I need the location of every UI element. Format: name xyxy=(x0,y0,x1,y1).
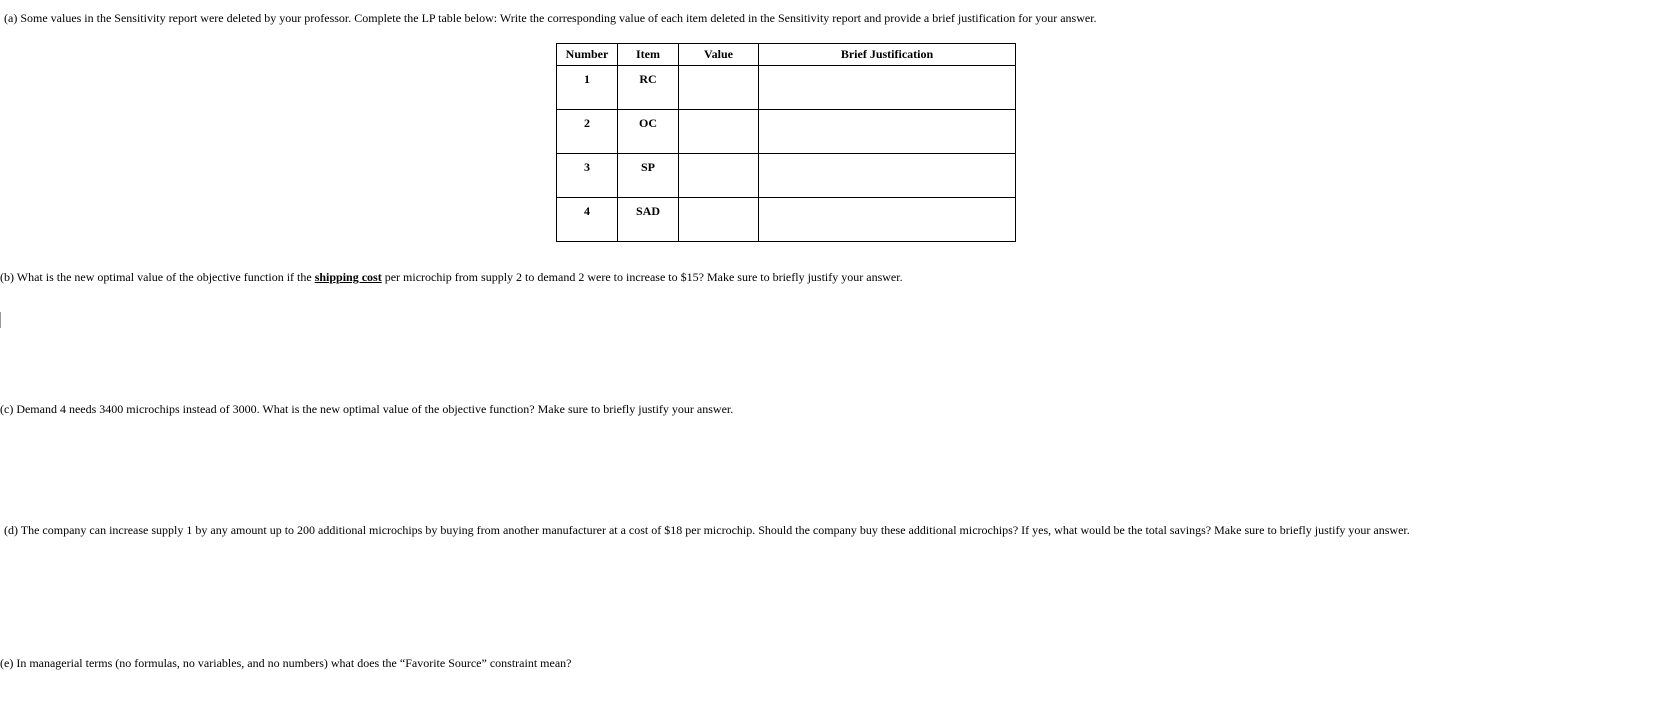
row-value-cell[interactable] xyxy=(679,154,759,198)
row-value-cell[interactable] xyxy=(679,110,759,154)
header-item: Item xyxy=(618,44,679,66)
table-row xyxy=(557,110,1016,154)
row-item: RC xyxy=(618,66,679,110)
header-value: Value xyxy=(679,44,759,66)
row-value-cell[interactable] xyxy=(679,198,759,242)
text-cursor xyxy=(0,312,1,328)
header-number: Number xyxy=(557,44,618,66)
question-b xyxy=(0,270,903,284)
question-b-text-start: (b) What is the new optimal value of the objective function if the xyxy=(0,270,315,284)
row-item: OC xyxy=(618,110,679,154)
row-item: SAD xyxy=(618,198,679,242)
table-row xyxy=(557,154,1016,198)
question-b-text-end: per microchip from supply 2 to demand 2 were to increase to $15? Make sure to briefly justify your answer. xyxy=(381,270,903,284)
question-a: (a) Some values in the Sensitivity report were deleted by your professor. Complete the LP table below: Write the corresponding value of each item deleted in the Sensitivity report and provide a brief justification for your answer. xyxy=(4,11,1097,25)
question-e: (e) In managerial terms (no formulas, no variables, and no numbers) what does the “Favorite Source” constraint mean? xyxy=(0,656,572,670)
table-row xyxy=(557,66,1016,110)
row-number: 3 xyxy=(557,154,618,198)
row-item: SP xyxy=(618,154,679,198)
question-c: (c) Demand 4 needs 3400 microchips instead of 3000. What is the new optimal value of the objective function? Make sure to briefly justify your answer. xyxy=(0,402,734,416)
question-b-emphasis: shipping cost xyxy=(314,270,382,284)
table-header-row xyxy=(557,44,1016,66)
header-justification: Brief Justification xyxy=(759,44,1016,66)
row-justification-cell[interactable] xyxy=(759,154,1016,198)
row-justification-cell[interactable] xyxy=(759,66,1016,110)
lp-table xyxy=(556,43,1016,242)
row-justification-cell[interactable] xyxy=(759,110,1016,154)
question-d: (d) The company can increase supply 1 by any amount up to 200 additional microchips by buying from another manufacturer at a cost of $18 per microchip. Should the company buy these additional microchips? If yes, what would be the total savings? Make sure to briefly justify your answer. xyxy=(4,523,1410,537)
row-number: 2 xyxy=(557,110,618,154)
row-number: 4 xyxy=(557,198,618,242)
table-row xyxy=(557,198,1016,242)
row-value-cell[interactable] xyxy=(679,66,759,110)
row-justification-cell[interactable] xyxy=(759,198,1016,242)
row-number: 1 xyxy=(557,66,618,110)
